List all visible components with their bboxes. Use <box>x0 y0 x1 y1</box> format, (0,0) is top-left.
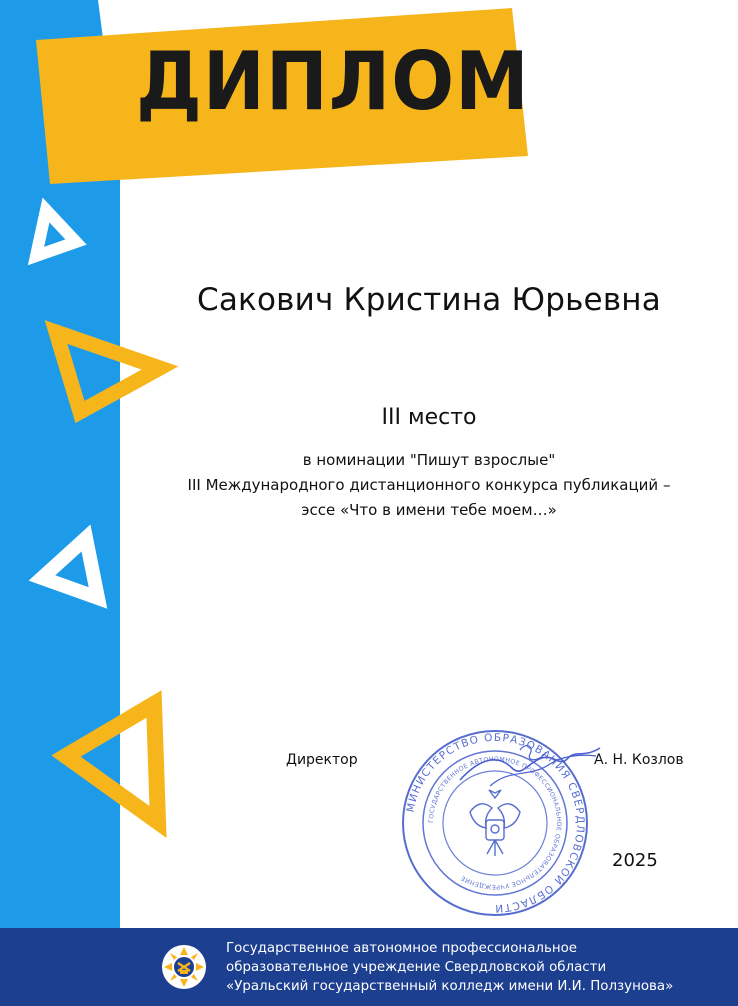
footer-institution-name <box>226 939 673 996</box>
description-line: в номинации "Пишут взрослые" <box>302 451 556 469</box>
yellow-triangle-bottom <box>66 704 158 822</box>
director-signature <box>450 728 610 798</box>
award-place: III место <box>381 405 477 430</box>
footer-line: «Уральский государственный колледж имени И.И. Ползунова» <box>226 979 674 994</box>
recipient-name: Сакович Кристина Юрьевна <box>197 282 661 318</box>
eagle-emblem-icon <box>470 790 520 856</box>
diploma-year: 2025 <box>612 850 658 871</box>
stamp-inner-text: ГОСУДАРСТВЕННОЕ АВТОНОМНОЕ ПРОФЕССИОНАЛЬНОЕ ОБРАЗОВАТЕЛЬНОЕ УЧРЕЖДЕНИЕ <box>427 755 563 891</box>
description-line: III Международного дистанционного конкурса публикаций – <box>187 476 671 494</box>
description-line: эссе «Что в имени тебе моем…» <box>301 501 557 519</box>
college-logo-icon <box>160 943 208 991</box>
stamp-outer-text: МИНИСТЕРСТВО ОБРАЗОВАНИЯ СВЕРДЛОВСКОЙ ОБЛАСТИ <box>404 731 587 915</box>
director-label: Директор <box>286 752 358 768</box>
white-triangle-middle <box>42 538 98 598</box>
award-description <box>120 448 738 523</box>
diploma-title: ДИПЛОМ <box>136 35 530 129</box>
director-name: А. Н. Козлов <box>594 752 684 768</box>
yellow-triangle-top <box>56 332 160 412</box>
footer-line: образовательное учреждение Свердловской области <box>226 960 607 975</box>
footer-bar <box>0 928 738 1006</box>
footer-line: Государственное автономное профессиональное <box>226 941 578 956</box>
